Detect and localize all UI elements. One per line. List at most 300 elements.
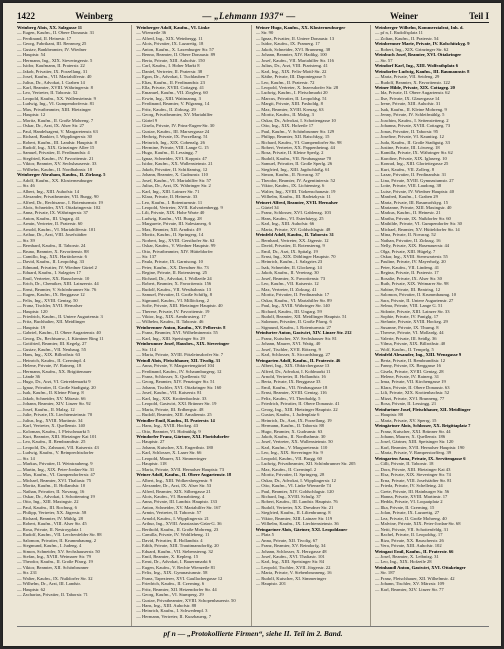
directory-entry: — Peter, Kaufm., XX. Dresdner Str. 73 [136,264,209,270]
directory-entry: — Isidor, Kaufm., IX. Pramerg. 17 [255,41,320,47]
directory-entry: — Cilli, Private, II. Taborstr. 18 [374,461,434,467]
directory-entry: — pf n, I. Rudolfsplatz 11 [374,30,423,36]
directory-entry: — Ludwig, Kaufm., V. Reinprechtsdorfer [17,450,94,456]
directory-entry: Weiner Adolf, Kaufm., II. Obere Augartenstr. 18 [136,472,232,478]
directory-entry: — Rudolf, Beamter, XIII. Amalienstr. 25 [136,412,212,418]
directory-entry: — Therese, Private, IV. Favoritenstr. 19 [136,308,210,314]
directory-entry: — Anton, Kaufm., III. Ungarg. 41 [17,215,80,221]
directory-entry: — Otto, Ing., XIII. Maxingstr. 22 [17,499,79,505]
directory-entry: — Max, Privatbeamter, XIII. Hietzinger [17,106,91,112]
directory-entry: Weingast Emil, Kaufm., II. Praterstr. 66 [374,548,454,554]
directory-entry: — Hermine, Private, VIII. Lange G. 15 [136,144,209,150]
directory-entry: — Hanna, Private, XVIII. Martinstr. 17 [374,493,448,499]
directory-entry: — Michael, Beamter, XVI. Thaliastr. 75 [17,477,92,483]
directory-entry: Weindorf Karl, Ing., XIII. Wolfrathplatz 6 [374,63,458,69]
directory-entry: — Johann, Tischler, XVI. Ottakringer Str. 160 [136,384,222,390]
directory-entry: — Maria, Private, III. Erdbergstr. 48 [136,406,204,412]
directory-entry: — Egon, Dr., Advokat, I. Tuchlauben 7 [136,74,209,80]
directory-entry: — Franz, Schlosser, X. Quellenstr. 92 [136,374,206,379]
directory-entry: — Michael, Beamter, XV. Hütteldorfer Str. 14 [374,226,460,232]
directory-entry: — Siegfried, Kaufm., II. Lilienbrunng. 8 [255,510,331,516]
directory-entry: — Arnold, Kaufm., I. Wipplingerstr. 21 [136,515,209,521]
directory-entry: — Josef, Beamter, X. Leibnizg. 31 [374,553,439,559]
directory-entry: — Gustav, Bankbeamter, IV. Wiedner [17,46,87,52]
directory-entry: — Otto, Beamter, VI. Hofmühlg. 9 [136,428,201,434]
directory-entry: Weinbrenner Marie, Private, IV. Kolschitzkyg. 9 [374,41,470,47]
directory-entry: — Johann, Beamter, XIV. Hadikg. 100 [255,52,327,58]
directory-entry: — Klara, Private, II. Obere Donaustr. 63 [374,384,450,390]
directory-entry: — Emanuel, Kaufm., VII. Zieglerg. 60 [136,90,208,96]
directory-entry: — Berta, Private, XIII. Auhofstr. 150 [136,57,205,63]
directory-entry: — Josef, Beamter, X. Favoritenstr. 73 [255,275,326,281]
directory-entry: — David, Kaufm., II. Leopoldsg. 33 [17,259,85,265]
directory-entry: — Philipp, Vertreter, XX. Jägerstr. 58 [17,510,87,516]
directory-entry: — Julius, Dr., Arzt, VIII. Piaristeng. 41 [255,63,328,69]
directory-entry: — Moritz, Kaufm., II. Große Mohreng. 7 [17,117,94,123]
directory-entry: — Leo, Kaufm., VII. Kaiserstr. 12 [255,281,319,287]
directory-entry: — Maria, Private, XV. Goldschlagstr. 48 [255,226,331,232]
directory-entry: — Hans, Ing., XVIII. Hockeg. 43 [136,423,198,429]
directory-entry: — Martin, Ing., XIX. Peter-Jordan-Str. 31 [17,466,95,472]
directory-entry: — Alfred, Dr., Rechtsanw., I. Rotenturmstr. 19 [17,199,103,205]
directory-entry: Weinfeld Alexander, Ing., XIII. Wenzgasse 9 [374,352,462,358]
directory-entry: — Hugo, Beamter, X. Gudrunstr. 63 [255,428,323,434]
directory-entry: Weindler Emil, Kaufm., II. Praterstr. 14 [136,417,215,423]
directory-entry: — Karl, Beamter, XVII. Hernalser Hauptstr. 190 [374,444,465,450]
directory-entry: — Franz, Fleischhauer, XII. Wilhelmstr. 42 [374,575,455,581]
directory-entry: — Leopold, Gastwirt, XXI. Brünner Str. 19 [136,401,217,407]
directory-entry: — Alois, Schneider, XVI. Ottakringerstr. 102 [17,204,101,210]
directory-entry: — Leo, Kaufm., I. Rotenturmstr. 11 [136,199,203,205]
directory-entry: — Ruth, Private, XIX. Weimarer Str. 98 [374,281,449,287]
directory-entry: — Alfred, Beamter, XIX. Silbergasse 21 [136,488,211,494]
directory-entry: Weingarten Adolf, Kaufm., II. Praterstr. 46 [255,357,341,363]
directory-entry: — Gisela, Private, XVIII. Gentzg. 28 [374,368,444,374]
directory-entry: Weinberger Wilhelm, Kommerzialrat, Inh. d. [374,25,464,30]
right-catchword: Weiner [390,10,418,21]
directory-entry: — Georg, Dr., Rechtsanw., I. Kärntner Ring 11 [17,335,104,341]
directory-entry: — Jakob, Privatier, II. Schiffamtsg. 12 [136,166,208,172]
directory-entry: — Johanna, Private, XVIII. Cottageg. 73 [374,123,451,129]
directory-entry: — Hauptstr. 19 [17,324,46,330]
directory-entry: — Heinrich, Kaufm., II. Czerninpl. 4 [17,357,86,363]
directory-entry: — Karl, Ing., XIII. Speisinger Str. 84 [255,559,325,565]
directory-entry: — Paul, Kaufm., III. Rochusg. 6 [17,504,77,510]
left-catchword: Weinberg [75,10,113,21]
directory-entry: — Grete, Private, III. Hainburger Str. 56 [374,488,450,494]
directory-entry: — Rosa, Private, II. Lessingg. 21 [374,401,437,407]
directory-entry: — Robert, Kaufm., III. Landstr. Hauptstr. 76 [255,499,338,505]
directory-entry: — Karl, Kaufm., V. Margaretenstr. 110 [255,444,328,450]
directory-entry: — Marcus, Privatier, II. Leopoldsg. 51 [255,95,327,101]
directory-entry: — Philipp, Beamter, XII. Ratschkyg. 15 [255,134,330,140]
directory-entry: — Karl, Ing., XIII. Auhofstr. 66 [255,221,315,227]
directory-entry: — Str. 187 [374,570,395,576]
directory-entry: — Manfred, Kaufm., I. Graben 29 [374,194,438,200]
directory-entry: — Maria, Private, XV. Sperrg. 15 [374,417,437,423]
directory-entry: — Martha, Private, IX. Nußdorfer Str. 60 [374,215,451,221]
directory-entry: — Emil, Kaufm., VII. Neubaugasse 18 [255,384,328,390]
directory-entry: — Hans, Ing., XIII. Auhofstr. 88 [136,603,197,609]
directory-entry: — Anton, Schneider, XV. Mariahilfer Str. 167 [136,504,221,510]
directory-entry: — Karoline, Private, XIX. Iglaseeg. 10 [374,155,447,161]
directory-entry: — Julie, Private, IX. Liechtensteinstr. 70 [17,412,93,418]
directory-entry: — Rachel, Private, II. Leopoldsg. 17 [374,532,443,538]
directory-entry: — Wienzeile 36 [136,30,167,36]
directory-entry: — Käthe, Private, III. Dapontegasse 5 [255,74,326,80]
directory-entry: — Hermann, Ing., XIX. Sieveringerstr. 5 [17,57,93,63]
directory-entry: — Luise, Private, IV. Wiedner Hauptstr. 40 [374,188,455,194]
directory-entry: — Str. 14 [17,455,35,461]
directory-entry: — Berta, Private, IX. Berggasse 33 [255,379,321,385]
directory-entry: — Sofie, Private, XIII. Hietzinger Hauptstr. 40 [136,303,223,309]
directory-entry: — Berthold, Kaufm., II. Große Mohreng. 23 [136,526,219,532]
directory-entry: — Georg, Fabrikant, III. Rennweg 25 [17,41,87,47]
directory-entry: — Josef, Kaufm., VII. Mariahilfer Str. 116 [255,57,334,63]
directory-entry: — Eduard, Kaufm., I. Salzgries 17 [17,270,81,276]
directory-entry: — Rosa, Private, II. Nestroyplatz 1 [17,526,82,532]
directory-entry: — Karl, Beamter, XIV. Linzer Str. 77 [374,586,444,592]
directory-entry: — Johann, Maurer, X. Quellenstr. 186 [374,433,446,439]
directory-entry: — Ferdinand, II. Heinestr. 17 [17,35,72,41]
directory-entry: Weindorfer Franz, Gärtner, XXI. Floridsdorfer [136,433,230,439]
directory-entry: — Elias, Kaufm., II. Ferdinandstr. 23 [136,79,205,85]
directory-entry: — Hauptstr. 54 [17,52,46,58]
directory-entry: — Hermann, Kaufm., II. Taborstr. 88 [255,423,324,429]
directory-entry: — Theodor, Kaufm., II. Große Pfarrg. 19 [17,559,93,565]
column-4 [375,25,489,626]
directory-entry: — Richard, Beamter, IV. Mühlg. 28 [17,515,83,521]
directory-entry: — Hugo, Dr., Arzt, VI. Getreidemarkt 9 [17,379,91,385]
directory-entry: — Pauline, Private, IV. Mayerhofg. 20 [374,259,446,265]
directory-entry: — Erich, Dr., Chemiker, XIII. Lainzerstr. 44 [17,281,99,287]
directory-entry: — Sigmund, Kaufm., VI. Millöckerg. 2 [136,297,210,303]
directory-entry: — Valerie, Private, III. Seidlg. 36 [374,335,437,341]
directory-entry: Weinbrunner Josef, Hausbes., XIX. Sieveringer [136,341,230,347]
directory-entry: — Salomon, Privatier, II. Krummbaumg. 2 [17,537,97,543]
directory-entry: — Sabine, Private, III. Beatrixg. 12 [374,286,441,292]
directory-entry: — Moritz, Privatier, II. Springerg. 28 [255,472,325,478]
directory-entry: — Josef, Kaufm., VI. Mariahilfer Str. 57 [136,177,212,183]
directory-entry: — Josef, Kaufm., XVI. Thaliastr. 101 [255,553,325,559]
directory-entry: — Sidonie, Private, XIII. Lainzer Str. 33 [374,308,450,314]
directory-entry: — Camilla, Private, IV. Wohllebeng. 11 [136,532,210,538]
directory-entry: — Armin, Vertreter, II. Taborstr. 57 [136,510,202,516]
directory-entry: — Helene, Private, IV. Rainerg. 18 [17,363,82,369]
directory-entry: — Max, Kaufm., VI. Gumpendorferstr. 47 [17,472,95,478]
directory-entry: — Wilhelm, Kaufm., III. Radetzkystr. 11 [255,194,331,200]
directory-entry: Weinbuch Josef, Beamter, XVI. Ottakringer [374,52,462,58]
directory-entry: — Edmund, Privatier, IV. Wiedner Gürtel 2 [17,264,97,270]
directory-entry: — Georg, Kaufm., VI. Stumperg. 29 [136,592,204,598]
directory-entry: — Maria, Private, V. Ramperstorfferg. 39 [374,450,452,456]
directory-entry: — Samuel, Privatier, II. Ferdinandstr. 4 [17,150,90,156]
directory-entry: — Isidor, Kaufmann, II. Praterstr. 22 [17,63,85,69]
directory-entry: — Franz, Schlosser, XVI. Gablenzg. 103 [255,210,331,216]
directory-entry: — Leo, Kaufm., II. Rembrandtstr. 25 [17,439,86,445]
directory-entry: — Max, Beamter, XII. Arndtstr. 49 [136,226,201,232]
directory-entry: — Franz, Beamter, XV. Reindorfg. 34 [255,543,326,549]
directory-entry: — Rudolf, Kutscher, XI. Simmeringer [255,575,327,581]
directory-entry: — Johann, Schlosser, X. Herzgasse 48 [255,548,327,554]
directory-entry: — Ludwig, Ing., VI. Gumpendorferstr. 81 [17,101,95,107]
directory-entry: — Franz, Kutscher, XV. Sechshauser Str. 81 [255,335,337,341]
directory-entry: — Hedda, Private, VI. Loquaiplatz 2 [374,499,443,505]
directory-entry: — Siegmund, Kaufm., I. Judeng. 4 [17,543,82,549]
directory-entry: — Lili, Private, XIX. Krottenbachstr. 52 [374,390,450,396]
directory-entry: — Franz, Kutscher, XXI. Brünner Str. 44 [374,428,451,434]
directory-entry: — Sara, Private, II. Untere Augartenstr. 27 [374,297,454,303]
directory-entry: — Stefan, Ing., XVIII. Weimarer Str. 79 [17,553,91,559]
directory-entry: — Friedrich, Kaufm., II. Untere Augartenstr. 3 [17,314,103,320]
directory-entry: — Arnold, Kaufm., VI. Mariahilferstr. 101 [17,226,96,232]
directory-entry: — Hermann, Vertreter, II. Kurzbauerg. 7 [136,613,212,619]
header-rule [17,22,489,23]
directory-entry: — Olga, Private, XIII. Hügelg. 7 [374,248,436,254]
directory-entry: — Heinrich, Kaufm., I. Salzgries 23 [255,259,323,265]
directory-entry: Weinbrenner Anton, Kaufm., XV. Felberstr. 8 [136,324,226,330]
directory-entry: — Hans, Kaufm., VI. Esterházyg. 25 [255,215,324,221]
directory-entry: — Ella, Private, XVIII. Cottageg. 41 [136,84,204,90]
directory-entry: — Maria, Private, III. Rasumofskyg. 15 [374,199,449,205]
directory-entry: — Georg, Privatbeamter, XV. Mariahilfer [136,112,213,118]
directory-entry: — Bruno, Beamter, X. Favoritenstr. 88 [17,248,89,254]
directory-entry: — Ernst, Beamter, XVIII. Gentzg. 116 [255,390,327,396]
directory-entry: — Juda, Kaufm., II. Große Stadtgutg. 33 [374,139,450,145]
directory-entry: — Maria, Private, XVII. Hernalser Hauptstr. 73 [136,466,225,472]
directory-entry: — Maria, Private, VII. Seideng. 29 [374,74,440,80]
directory-entry: — Julius, Dr., Arzt, IX. Währinger Str. 2 [136,183,211,189]
directory-entry: Weinhandl Anton, Gastwirt, XVI. Ottakringer [374,564,466,570]
directory-entry: — Viktor, Beamter, XII. Schönbrunner [17,564,89,570]
directory-entry: — Ilse, Private, IX. Glasergasse 14 [374,95,440,101]
directory-entry: — Jonas, Privatier, II. Taborstr. 95 [374,128,439,134]
directory-entry: — Ludwig, Kaufm., I. Fleischmarkt 20 [255,90,328,96]
directory-entry: — Viktor, Beamter, XIII. Lainzer Str. 119 [255,515,333,521]
directory-entry: — Adolf, Kaufm., XX. Klosterneuburger [17,177,93,183]
directory-entry: — Gustav, Kaufm., I. Judenplatz 6 [255,412,320,418]
directory-entry: — Sophie, Private, IV. Paniglg. 17 [374,314,439,320]
directory-entry: — Malvine, Private, XIX. Peter-Jordan-Str. 68 [374,521,461,527]
directory-entry: — Albert, Ing., XIII. Auhofstr. 14 [17,188,80,194]
directory-entry: — Str. 57 [374,57,393,63]
directory-entry: — Leopold, Vertreter, X. Inzersdorfer Str. 28 [255,84,339,90]
directory-entry: — Markus, Kaufm., II. Heinestr. 21 [374,210,441,216]
directory-entry: — Hauptstr. 201 [255,581,286,587]
directory-entry: — Johann, Kutscher, XX. Engerthstr. 180 [136,444,213,450]
directory-entry: — Vera, Private, XIII. Auhofstr. 102 [374,543,442,549]
directory-entry: — Str. 137 [136,254,157,260]
directory-entry: — Johann, Beamter, XIV. Linzer Str. 92 [17,401,91,407]
directory-entry: — Klara, Private, II. Heinestr. 33 [136,194,198,200]
directory-entry: — Alois, Kaufm., VI. Barnabiteng. 4 [136,493,205,499]
directory-entry: — David, Privatier, II. Rotensterng. 9 [255,243,325,249]
directory-entry: — Moritz, Privatier, II. Ferdinandstr. 17 [255,292,330,298]
directory-entry: — Jolan, Private, IX. Lazarettg. 27 [374,510,440,516]
directory-entry: — Otto, Privatbeamter, XIV. Hütteldorfer [136,248,213,254]
directory-entry: — Emil, Beamter, X. Keplerg. 15 [136,553,199,559]
column-2 [136,25,251,626]
directory-entry: — Anton, Kaufm., X. Laxenburger Str. 57 [136,46,214,52]
directory-entry: — Koloman, Kaufm., I. Fleischmarkt 5 [17,428,90,434]
directory-entry: — Oskar, Dr., Advokat, I. Wipplingerstr. 12 [255,477,336,483]
directory-entry: Weingarten Anna, Private, IX. Servitengasse 6 [374,455,466,461]
directory-entry: — Hauptstr. 62 [17,586,46,592]
directory-entry: — Selma, Private, VIII. Lange G. 51 [374,303,443,309]
directory-entry: — Rosa, Private, II. Kleine Sperlg. 2 [255,150,324,156]
directory-entry: — Richard, Ing., XVIII. Schulg. 37 [255,493,321,499]
directory-entry: — Armin, Vertreter, II. Praterstr. 60 [17,221,83,227]
directory-entry: — Gustav, Kaufm., VII. Neubaug. 55 [17,346,87,352]
directory-entry: — Josef, Vertreter, XX. Wallensteinstr. 50 [255,439,333,445]
directory-entry: Weiner Hugo, Kaufm., XX. Klosterneuburger [255,25,346,30]
directory-entry: — Netti, Private, VII. Schottenfeldg. 31 [374,526,449,532]
directory-entry: — Justine, Private, III. Löweng. 18 [374,144,440,150]
directory-entry: — Paul, Handelsagent, V. Margaretenstr. 63 [17,128,98,134]
directory-entry: — Str. 90 [255,30,274,36]
directory-entry: — Josefine, Private, VI. Kaunitzg. 12 [374,134,444,140]
directory-entry: — Otto, Ing., XIX. Hofzeile 17 [255,123,314,129]
directory-entry: — Theodor, Beamter, IV. Argentinierstr. 52 [255,177,336,183]
directory-entry: Weinert Alfred, Beamter, XVII. Hernalser [255,199,339,205]
directory-entry: — Maria, Private, V. Siebenbrunneng. 16 [255,570,332,576]
directory-entry: — Eduard, Kaufm., VII. Siebensterng. 32 [136,548,213,554]
directory-entry: — Leopold, Dr., Zahnarzt, VII. Kaiserstr. 43 [17,444,99,450]
directory-entry: — Kurt, Beamter, XIII. Hietzinger Kai 101 [17,433,97,439]
directory-entry: — Franz, Tapezierer, XVI. Gaullachergasse 12 [136,575,223,581]
directory-entry: — Oskar, Ing., XVIII. Sternwartestr. 55 [374,254,448,260]
directory-entry: — Mina, Private, II. Novarag. 52 [374,232,436,238]
directory-entry: — Isidor, Kaufm., XX. Wallensteinstr. 21 [136,161,213,167]
directory-entry: — Peter, Kaufm., VII. Lindeng. 41 [374,264,440,270]
directory-entry: — Lände 36 [17,374,40,379]
directory-entry: — Ernst, Dr., Advokat, I. Bauernmarkt 6 [136,559,212,565]
directory-entry: — Therese, Private, VI. Mollardg. 44 [374,330,444,336]
directory-entry: — Friedrich, Privatier, II. Obere Donaustr. 41 [255,401,340,407]
directory-entry: — Johann, Maurer, XVI. Wattg. 40 [255,341,321,347]
directory-entry: — Eugen, Kaufm., IX. Berggasse 12 [17,292,85,298]
directory-entry: — Simon, Schneider, XV. Sechshauserstr. 50 [17,548,100,554]
directory-page [3,3,501,646]
directory-entry: — Siegfried, Kaufm., IV. Favoritenstr. 21 [17,155,94,161]
directory-entry: — Ida, Private, II. Obere Augartenstr. 62 [374,90,450,96]
directory-entry: — Leopold, Maurer, XI. Simmeringer [136,455,207,461]
directory-entry: — Julius, Dr., Advokat, I. Graben 14 [17,79,85,85]
directory-entry: Weinfeld Adolf, Kaufm., II. Taborstr. 31 [255,232,334,238]
directory-entry: — Franz, Beamter, XVI. Wilhelminenstr. 55 [136,330,218,336]
directory-entry: — Rudolf, Kaufm., VII. Westbahnstr. 13 [136,286,211,292]
directory-entry: — Emil, Vertreter, XX. Rauscherstr. 10 [17,275,90,281]
directory-entry: — Maria, Private, XVIII. Pötzleinsdorfer Str. 7 [136,352,224,358]
directory-entry: — Karl, Ing., XIX. Krottenbachstr. 33 [136,395,207,401]
directory-entry: — Regina, Private, II. Praterstr. 17 [374,270,439,276]
directory-entry: — Hans, Ing., XIX. Billrothstr. 63 [17,352,81,358]
directory-entry: — Max, Kaufm., II. Czerninpl. 2 [255,466,317,472]
directory-entry: Weinfurter Anton, Gastwirt, XIV. Linzer Str. 212 [255,330,352,336]
directory-entry: — Dora, Private, XIII. Hietzinger Kai 43 [374,466,451,472]
directory-entry: — Richard, Bankier, I. Wipplingerstr. 30 [17,134,92,140]
directory-entry: — Lina, Private, XVIII. Gymnasiumstr. 27 [374,177,454,183]
directory-entry: — Moritz, Kaufm., II. Malzg. 3 [255,112,314,118]
directory-entry: — Vilma, Private, XIX. Billrothstr. 40 [374,341,446,347]
directory-entry: — Bernhard, Kaufm., II. Taborstr. 24 [17,243,86,249]
directory-entry: Weinfurtner Josef, Fleischhauer, XII. Meidlinger [374,406,471,412]
directory-entry: — Friedrich, Kaufm., II. Czerning. 6 [136,581,205,587]
directory-entry: — Ignaz, Privatier, II. Untere Donaustr. 13 [255,35,335,41]
directory-entry: — Richard, Dr., Advokat, I. Wollzeile 24 [136,275,212,281]
directory-entry: — Johann, Beamter, X. Gudrunstr. 110 [136,172,208,178]
directory-entry: Weinberger Adolf, Kaufm., VI. Linke [136,25,210,30]
directory-entry: — Max, Vertreter, II. Zirkusg. 41 [255,286,317,292]
directory-entry: — Felix, Ing., XVIII. Gentzg. 50 [17,297,78,303]
directory-entry: — Oskar, Dr., Advokat, I. Schottenring 19 [17,493,95,499]
directory-entry: — Robert, Vertreter, XX. Pappenheimg. 44 [255,144,335,150]
directory-entry: — Siegfried, Ing., XIII. Jagdschloßg. 61 [255,166,330,172]
directory-entry: — Mathilde, Private, VI. Gumpendorfer Str. 30 [374,221,462,227]
directory-entry: — Arthur, Dr., Arzt, VIII. Josefstädter [17,232,87,238]
directory-entry: — Leo, Ing., XIX. Hofzeile 28 [374,559,432,565]
directory-entry: — Leopold, Kaufm., XX. Wallensteinstr. 9 [17,95,96,101]
directory-entry: — Karl, Ing., XIII. Speisinger Str. 29 [136,335,205,341]
directory-entry: — Viktor, Beamter, XV. Sechshauserstr. 33 [17,161,97,167]
directory-entry: — Stefanie, Private, XVIII. Hockeg. 29 [374,319,448,325]
directory-entry: — Erwin, Ing., XIII. Wattmanng. 3 [136,95,201,101]
directory-entry: — Wilhelm, Kaufm., II. Taborstr. 46 [136,319,204,325]
directory-entry: — Anna, Private, V. Margaretengürtel 104 [136,363,215,369]
directory-entry: — Lazar, Privatier, II. Ferdinandstr. 31 [374,172,447,178]
directory-entry: — Josef, Gärtner, XIII. Speisinger Str. 120 [374,439,454,445]
directory-entry: — Nathan, Privatier, II. Zirkusg. 16 [374,237,441,243]
directory-entry: — Leopold, Tischler, XVII. Jörgerstr. 22 [255,564,331,570]
directory-entry: — Paula, Private, IX. Garnisong. 10 [136,259,203,265]
directory-entry: — Edith, Private, XIII. Trauttmansdorffg. 20 [136,543,219,549]
directory-entry: — Ludwig, Kaufm., VII. Burgg. 28 [136,215,202,221]
directory-entry: — Alexander, Privatbeamter, VII. Burgg. 90 [17,194,99,200]
running-title: — „Lehmann 1937“ — [202,10,296,21]
directory-entry: Weiner Hilde, Private, XIX. Cottageg. 20 [374,84,455,90]
directory-entry: — Max, Beamter, XVIII. Kreuzg. 63 [255,106,324,112]
directory-entry: — Oskar, Kaufm., V. Wiedner Hauptstr. 99 [136,243,216,249]
directory-entry: — Johann, Tischler, XV. Märzstr. 109 [374,581,445,587]
directory-entry: — Eugen, Kaufm., V. Rechte Wienzeile 81 [136,564,216,570]
directory-entry: — Isak, Kaufm., II. Kleine Pfarrg. 8 [17,390,84,396]
directory-entry: — Ferdinand, Beamter, V. Pilgramg. 14 [136,101,210,107]
page-footer: pf n — „Protokollierte Firmen“, siehe II. Teil im 2. Band. [17,626,489,640]
directory-entry: — Str. 114 [136,346,157,352]
directory-entry: — Anna, Private, XII. Tivolig. 67 [255,537,318,543]
directory-entry: — Norbert, Ing., XVIII. Gersthofer Str. 62 [136,237,215,243]
directory-entry: — Wilhelm, Kaufm., IX. Liechtensteinstr. 36 [255,521,339,527]
directory-entry: — Walter, Ing., XVIII. Türkenschanzstr. 19 [255,188,336,194]
directory-entry: — Oskar, Kaufm., VI. Mariahilfer Str. 89 [255,297,332,303]
directory-entry: — Rudolf, Beamter, X. Favoritenstr. 122 [374,79,450,85]
directory-entry: — Konrad, Ing., XIII. Gloriettegasse 25 [374,161,449,167]
directory-entry: — Jakob, Schneider, XVI. Brunneng. 38 [255,46,331,52]
directory-columns [17,25,489,626]
directory-entry: — Rudolf, Kaufm., VII. Neubaugasse 70 [255,155,332,161]
directory-entry: — Riza, Private, XX. Rauscherstr. 26 [374,537,444,543]
directory-entry: — Elsa, Private, XIX. Sieveringer Str. 74 [374,472,451,478]
directory-entry: — Ernst, Ing., XIX. Döblinger Hauptstr. 70 [255,254,336,260]
directory-entry: — Karl, Ing., XIII. Lainzer Str. 71 [136,188,200,194]
directory-entry: — Berta, Private, II. Rembrandtstr. 12 [374,357,446,363]
directory-entry: — Karl, Schlosser, X. Siccardsburgg. 27 [255,352,331,358]
directory-entry: — Nathan, Privatier, II. Novarag. 16 [17,488,85,494]
directory-entry: Weinberg Alois, XX. Salzgasse 11 [17,25,83,30]
directory-entry: — Rudolf, Vertreter, XX. Dresdner Str. 21 [255,504,334,510]
directory-entry: — Fritz, Beamter, XII. Hetzendorfer Str. 44 [136,586,217,592]
directory-entry: — Felix, Ing., XIX. Gymnasiumstr. 58 [136,570,208,576]
